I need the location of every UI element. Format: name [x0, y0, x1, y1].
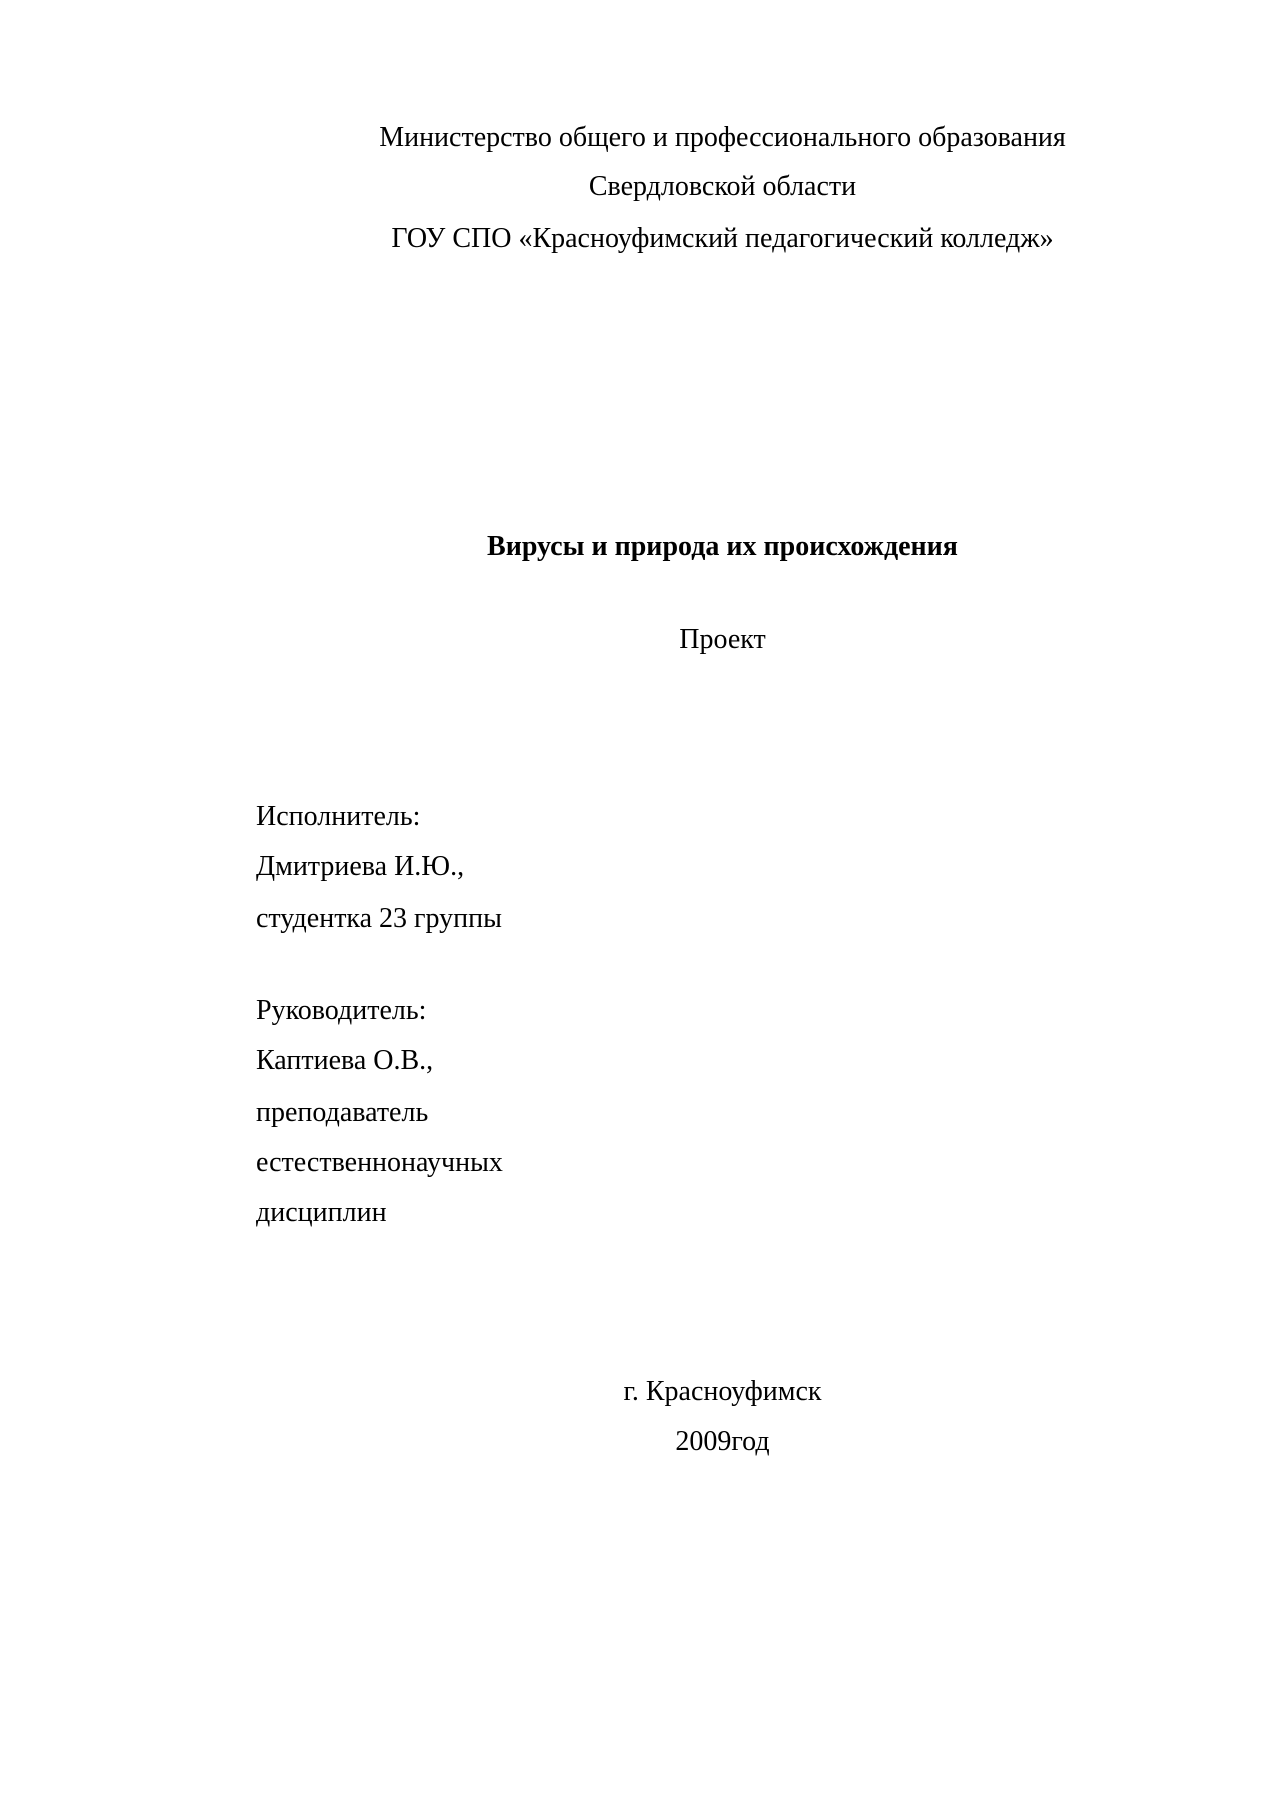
performer-label: Исполнитель: — [256, 801, 421, 832]
region-line: Свердловской области — [588, 171, 857, 202]
supervisor-role-line2: естественнонаучных — [256, 1147, 503, 1178]
supervisor-role-line3: дисциплин — [256, 1197, 387, 1228]
ministry-line: Министерство общего и профессионального образования — [379, 122, 1066, 153]
document-type: Проект — [679, 624, 766, 655]
supervisor-name: Каптиева О.В., — [256, 1045, 434, 1076]
footer-city: г. Красноуфимск — [623, 1376, 822, 1407]
performer-role: студентка 23 группы — [256, 903, 502, 934]
college-line: ГОУ СПО «Красноуфимский педагогический колледж» — [391, 223, 1054, 254]
document-title: Вирусы и природа их происхождения — [487, 531, 958, 562]
supervisor-role-line1: преподаватель — [256, 1097, 429, 1128]
performer-name: Дмитриева И.Ю., — [256, 851, 465, 882]
supervisor-label: Руководитель: — [256, 995, 427, 1026]
footer-year: 2009год — [675, 1426, 770, 1457]
